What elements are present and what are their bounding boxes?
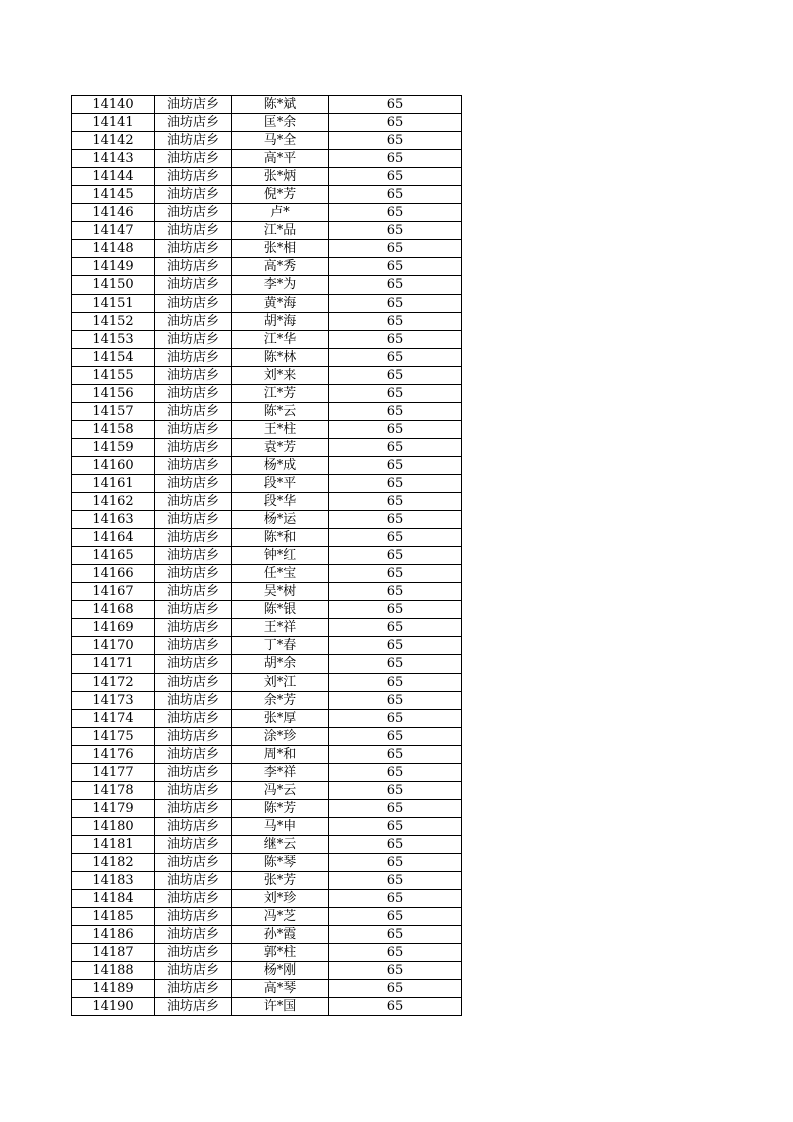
town-cell: 油坊店乡	[155, 998, 232, 1016]
table-row	[72, 366, 462, 384]
table-row	[72, 168, 462, 186]
name-cell: 杨*刚	[232, 962, 329, 980]
name-cell: 卢*	[232, 204, 329, 222]
id-cell: 14172	[72, 673, 155, 691]
table-row	[72, 529, 462, 547]
town-cell: 油坊店乡	[155, 817, 232, 835]
name-cell: 周*和	[232, 745, 329, 763]
table-row	[72, 222, 462, 240]
table-row	[72, 853, 462, 871]
town-cell: 油坊店乡	[155, 348, 232, 366]
table-row	[72, 402, 462, 420]
name-cell: 陈*芳	[232, 799, 329, 817]
town-cell: 油坊店乡	[155, 763, 232, 781]
town-cell: 油坊店乡	[155, 799, 232, 817]
town-cell: 油坊店乡	[155, 294, 232, 312]
amount-cell: 65	[329, 763, 462, 781]
name-cell: 许*国	[232, 998, 329, 1016]
name-cell: 冯*云	[232, 781, 329, 799]
id-cell: 14165	[72, 547, 155, 565]
table-row	[72, 438, 462, 456]
id-cell: 14177	[72, 763, 155, 781]
id-cell: 14173	[72, 691, 155, 709]
town-cell: 油坊店乡	[155, 312, 232, 330]
table-row	[72, 294, 462, 312]
name-cell: 吴*树	[232, 583, 329, 601]
town-cell: 油坊店乡	[155, 601, 232, 619]
name-cell: 丁*春	[232, 637, 329, 655]
amount-cell: 65	[329, 637, 462, 655]
id-cell: 14168	[72, 601, 155, 619]
name-cell: 高*琴	[232, 980, 329, 998]
name-cell: 胡*余	[232, 655, 329, 673]
id-cell: 14175	[72, 727, 155, 745]
town-cell: 油坊店乡	[155, 222, 232, 240]
name-cell: 郭*柱	[232, 944, 329, 962]
town-cell: 油坊店乡	[155, 529, 232, 547]
amount-cell: 65	[329, 511, 462, 529]
town-cell: 油坊店乡	[155, 980, 232, 998]
id-cell: 14183	[72, 872, 155, 890]
amount-cell: 65	[329, 673, 462, 691]
amount-cell: 65	[329, 709, 462, 727]
id-cell: 14158	[72, 420, 155, 438]
name-cell: 陈*林	[232, 348, 329, 366]
table-row	[72, 799, 462, 817]
town-cell: 油坊店乡	[155, 962, 232, 980]
name-cell: 江*华	[232, 330, 329, 348]
town-cell: 油坊店乡	[155, 186, 232, 204]
table-row	[72, 511, 462, 529]
table-row	[72, 420, 462, 438]
id-cell: 14161	[72, 474, 155, 492]
table-body	[72, 96, 462, 1016]
town-cell: 油坊店乡	[155, 456, 232, 474]
town-cell: 油坊店乡	[155, 258, 232, 276]
amount-cell: 65	[329, 456, 462, 474]
table-row	[72, 980, 462, 998]
amount-cell: 65	[329, 745, 462, 763]
table-row	[72, 763, 462, 781]
id-cell: 14144	[72, 168, 155, 186]
town-cell: 油坊店乡	[155, 853, 232, 871]
amount-cell: 65	[329, 619, 462, 637]
town-cell: 油坊店乡	[155, 890, 232, 908]
town-cell: 油坊店乡	[155, 781, 232, 799]
name-cell: 继*云	[232, 835, 329, 853]
id-cell: 14166	[72, 565, 155, 583]
table-row	[72, 474, 462, 492]
amount-cell: 65	[329, 583, 462, 601]
id-cell: 14185	[72, 908, 155, 926]
table-row	[72, 240, 462, 258]
id-cell: 14147	[72, 222, 155, 240]
town-cell: 油坊店乡	[155, 114, 232, 132]
name-cell: 刘*珍	[232, 890, 329, 908]
id-cell: 14176	[72, 745, 155, 763]
id-cell: 14145	[72, 186, 155, 204]
amount-cell: 65	[329, 312, 462, 330]
table-row	[72, 709, 462, 727]
id-cell: 14150	[72, 276, 155, 294]
table-row	[72, 691, 462, 709]
id-cell: 14181	[72, 835, 155, 853]
name-cell: 袁*芳	[232, 438, 329, 456]
table-row	[72, 962, 462, 980]
id-cell: 14162	[72, 493, 155, 511]
table-row	[72, 132, 462, 150]
town-cell: 油坊店乡	[155, 745, 232, 763]
name-cell: 段*华	[232, 493, 329, 511]
amount-cell: 65	[329, 962, 462, 980]
table-row	[72, 565, 462, 583]
id-cell: 14180	[72, 817, 155, 835]
id-cell: 14169	[72, 619, 155, 637]
id-cell: 14151	[72, 294, 155, 312]
id-cell: 14152	[72, 312, 155, 330]
table-row	[72, 890, 462, 908]
name-cell: 刘*江	[232, 673, 329, 691]
name-cell: 张*厚	[232, 709, 329, 727]
name-cell: 高*秀	[232, 258, 329, 276]
id-cell: 14140	[72, 96, 155, 114]
table-row	[72, 330, 462, 348]
name-cell: 黄*海	[232, 294, 329, 312]
table-row	[72, 817, 462, 835]
name-cell: 李*为	[232, 276, 329, 294]
table-row	[72, 258, 462, 276]
amount-cell: 65	[329, 547, 462, 565]
town-cell: 油坊店乡	[155, 691, 232, 709]
id-cell: 14156	[72, 384, 155, 402]
amount-cell: 65	[329, 781, 462, 799]
name-cell: 胡*海	[232, 312, 329, 330]
name-cell: 孙*霞	[232, 926, 329, 944]
amount-cell: 65	[329, 691, 462, 709]
table-row	[72, 186, 462, 204]
amount-cell: 65	[329, 980, 462, 998]
table-row	[72, 727, 462, 745]
table-row	[72, 619, 462, 637]
id-cell: 14148	[72, 240, 155, 258]
id-cell: 14141	[72, 114, 155, 132]
name-cell: 匡*余	[232, 114, 329, 132]
id-cell: 14184	[72, 890, 155, 908]
amount-cell: 65	[329, 890, 462, 908]
amount-cell: 65	[329, 817, 462, 835]
id-cell: 14178	[72, 781, 155, 799]
amount-cell: 65	[329, 998, 462, 1016]
town-cell: 油坊店乡	[155, 727, 232, 745]
name-cell: 张*芳	[232, 872, 329, 890]
name-cell: 高*平	[232, 150, 329, 168]
town-cell: 油坊店乡	[155, 908, 232, 926]
table-row	[72, 655, 462, 673]
table-row	[72, 114, 462, 132]
id-cell: 14190	[72, 998, 155, 1016]
town-cell: 油坊店乡	[155, 438, 232, 456]
id-cell: 14186	[72, 926, 155, 944]
name-cell: 马*全	[232, 132, 329, 150]
id-cell: 14187	[72, 944, 155, 962]
town-cell: 油坊店乡	[155, 926, 232, 944]
amount-cell: 65	[329, 655, 462, 673]
id-cell: 14159	[72, 438, 155, 456]
amount-cell: 65	[329, 872, 462, 890]
table-row	[72, 456, 462, 474]
id-cell: 14154	[72, 348, 155, 366]
town-cell: 油坊店乡	[155, 474, 232, 492]
table-row	[72, 547, 462, 565]
name-cell: 陈*斌	[232, 96, 329, 114]
amount-cell: 65	[329, 348, 462, 366]
table-row	[72, 493, 462, 511]
amount-cell: 65	[329, 474, 462, 492]
id-cell: 14160	[72, 456, 155, 474]
town-cell: 油坊店乡	[155, 168, 232, 186]
name-cell: 段*平	[232, 474, 329, 492]
id-cell: 14143	[72, 150, 155, 168]
town-cell: 油坊店乡	[155, 872, 232, 890]
town-cell: 油坊店乡	[155, 276, 232, 294]
id-cell: 14163	[72, 511, 155, 529]
town-cell: 油坊店乡	[155, 384, 232, 402]
town-cell: 油坊店乡	[155, 655, 232, 673]
amount-cell: 65	[329, 438, 462, 456]
amount-cell: 65	[329, 727, 462, 745]
amount-cell: 65	[329, 529, 462, 547]
amount-cell: 65	[329, 114, 462, 132]
table-row	[72, 998, 462, 1016]
id-cell: 14179	[72, 799, 155, 817]
id-cell: 14170	[72, 637, 155, 655]
town-cell: 油坊店乡	[155, 204, 232, 222]
amount-cell: 65	[329, 276, 462, 294]
name-cell: 涂*珍	[232, 727, 329, 745]
amount-cell: 65	[329, 908, 462, 926]
town-cell: 油坊店乡	[155, 420, 232, 438]
amount-cell: 65	[329, 186, 462, 204]
id-cell: 14164	[72, 529, 155, 547]
amount-cell: 65	[329, 330, 462, 348]
town-cell: 油坊店乡	[155, 835, 232, 853]
town-cell: 油坊店乡	[155, 132, 232, 150]
name-cell: 王*祥	[232, 619, 329, 637]
amount-cell: 65	[329, 204, 462, 222]
town-cell: 油坊店乡	[155, 547, 232, 565]
name-cell: 江*品	[232, 222, 329, 240]
table-row	[72, 745, 462, 763]
town-cell: 油坊店乡	[155, 511, 232, 529]
id-cell: 14142	[72, 132, 155, 150]
amount-cell: 65	[329, 294, 462, 312]
table-row	[72, 96, 462, 114]
table-row	[72, 908, 462, 926]
table-row	[72, 944, 462, 962]
amount-cell: 65	[329, 565, 462, 583]
amount-cell: 65	[329, 132, 462, 150]
amount-cell: 65	[329, 366, 462, 384]
table-row	[72, 673, 462, 691]
name-cell: 李*祥	[232, 763, 329, 781]
amount-cell: 65	[329, 493, 462, 511]
name-cell: 马*申	[232, 817, 329, 835]
table-row	[72, 872, 462, 890]
table-row	[72, 926, 462, 944]
table-row	[72, 781, 462, 799]
amount-cell: 65	[329, 402, 462, 420]
amount-cell: 65	[329, 258, 462, 276]
town-cell: 油坊店乡	[155, 673, 232, 691]
town-cell: 油坊店乡	[155, 565, 232, 583]
amount-cell: 65	[329, 926, 462, 944]
town-cell: 油坊店乡	[155, 96, 232, 114]
table-row	[72, 637, 462, 655]
amount-cell: 65	[329, 799, 462, 817]
amount-cell: 65	[329, 96, 462, 114]
name-cell: 余*芳	[232, 691, 329, 709]
id-cell: 14174	[72, 709, 155, 727]
table-row	[72, 204, 462, 222]
table-row	[72, 835, 462, 853]
id-cell: 14188	[72, 962, 155, 980]
town-cell: 油坊店乡	[155, 944, 232, 962]
amount-cell: 65	[329, 222, 462, 240]
table-row	[72, 150, 462, 168]
amount-cell: 65	[329, 150, 462, 168]
id-cell: 14155	[72, 366, 155, 384]
name-cell: 陈*和	[232, 529, 329, 547]
amount-cell: 65	[329, 168, 462, 186]
id-cell: 14146	[72, 204, 155, 222]
amount-cell: 65	[329, 384, 462, 402]
town-cell: 油坊店乡	[155, 637, 232, 655]
town-cell: 油坊店乡	[155, 583, 232, 601]
town-cell: 油坊店乡	[155, 240, 232, 258]
name-cell: 杨*运	[232, 511, 329, 529]
amount-cell: 65	[329, 853, 462, 871]
town-cell: 油坊店乡	[155, 402, 232, 420]
name-cell: 倪*芳	[232, 186, 329, 204]
id-cell: 14171	[72, 655, 155, 673]
name-cell: 张*炳	[232, 168, 329, 186]
table-row	[72, 601, 462, 619]
town-cell: 油坊店乡	[155, 330, 232, 348]
town-cell: 油坊店乡	[155, 709, 232, 727]
table-row	[72, 312, 462, 330]
amount-cell: 65	[329, 420, 462, 438]
name-cell: 刘*来	[232, 366, 329, 384]
name-cell: 任*宝	[232, 565, 329, 583]
name-cell: 陈*琴	[232, 853, 329, 871]
town-cell: 油坊店乡	[155, 366, 232, 384]
id-cell: 14157	[72, 402, 155, 420]
table-row	[72, 276, 462, 294]
amount-cell: 65	[329, 944, 462, 962]
table-row	[72, 583, 462, 601]
table-row	[72, 348, 462, 366]
id-cell: 14189	[72, 980, 155, 998]
table-row	[72, 384, 462, 402]
amount-cell: 65	[329, 240, 462, 258]
name-cell: 冯*芝	[232, 908, 329, 926]
id-cell: 14153	[72, 330, 155, 348]
amount-cell: 65	[329, 835, 462, 853]
name-cell: 张*相	[232, 240, 329, 258]
name-cell: 陈*银	[232, 601, 329, 619]
id-cell: 14167	[72, 583, 155, 601]
id-cell: 14182	[72, 853, 155, 871]
town-cell: 油坊店乡	[155, 493, 232, 511]
name-cell: 江*芳	[232, 384, 329, 402]
name-cell: 陈*云	[232, 402, 329, 420]
data-table	[71, 95, 462, 1016]
name-cell: 杨*成	[232, 456, 329, 474]
town-cell: 油坊店乡	[155, 150, 232, 168]
town-cell: 油坊店乡	[155, 619, 232, 637]
name-cell: 王*柱	[232, 420, 329, 438]
name-cell: 钟*红	[232, 547, 329, 565]
id-cell: 14149	[72, 258, 155, 276]
amount-cell: 65	[329, 601, 462, 619]
